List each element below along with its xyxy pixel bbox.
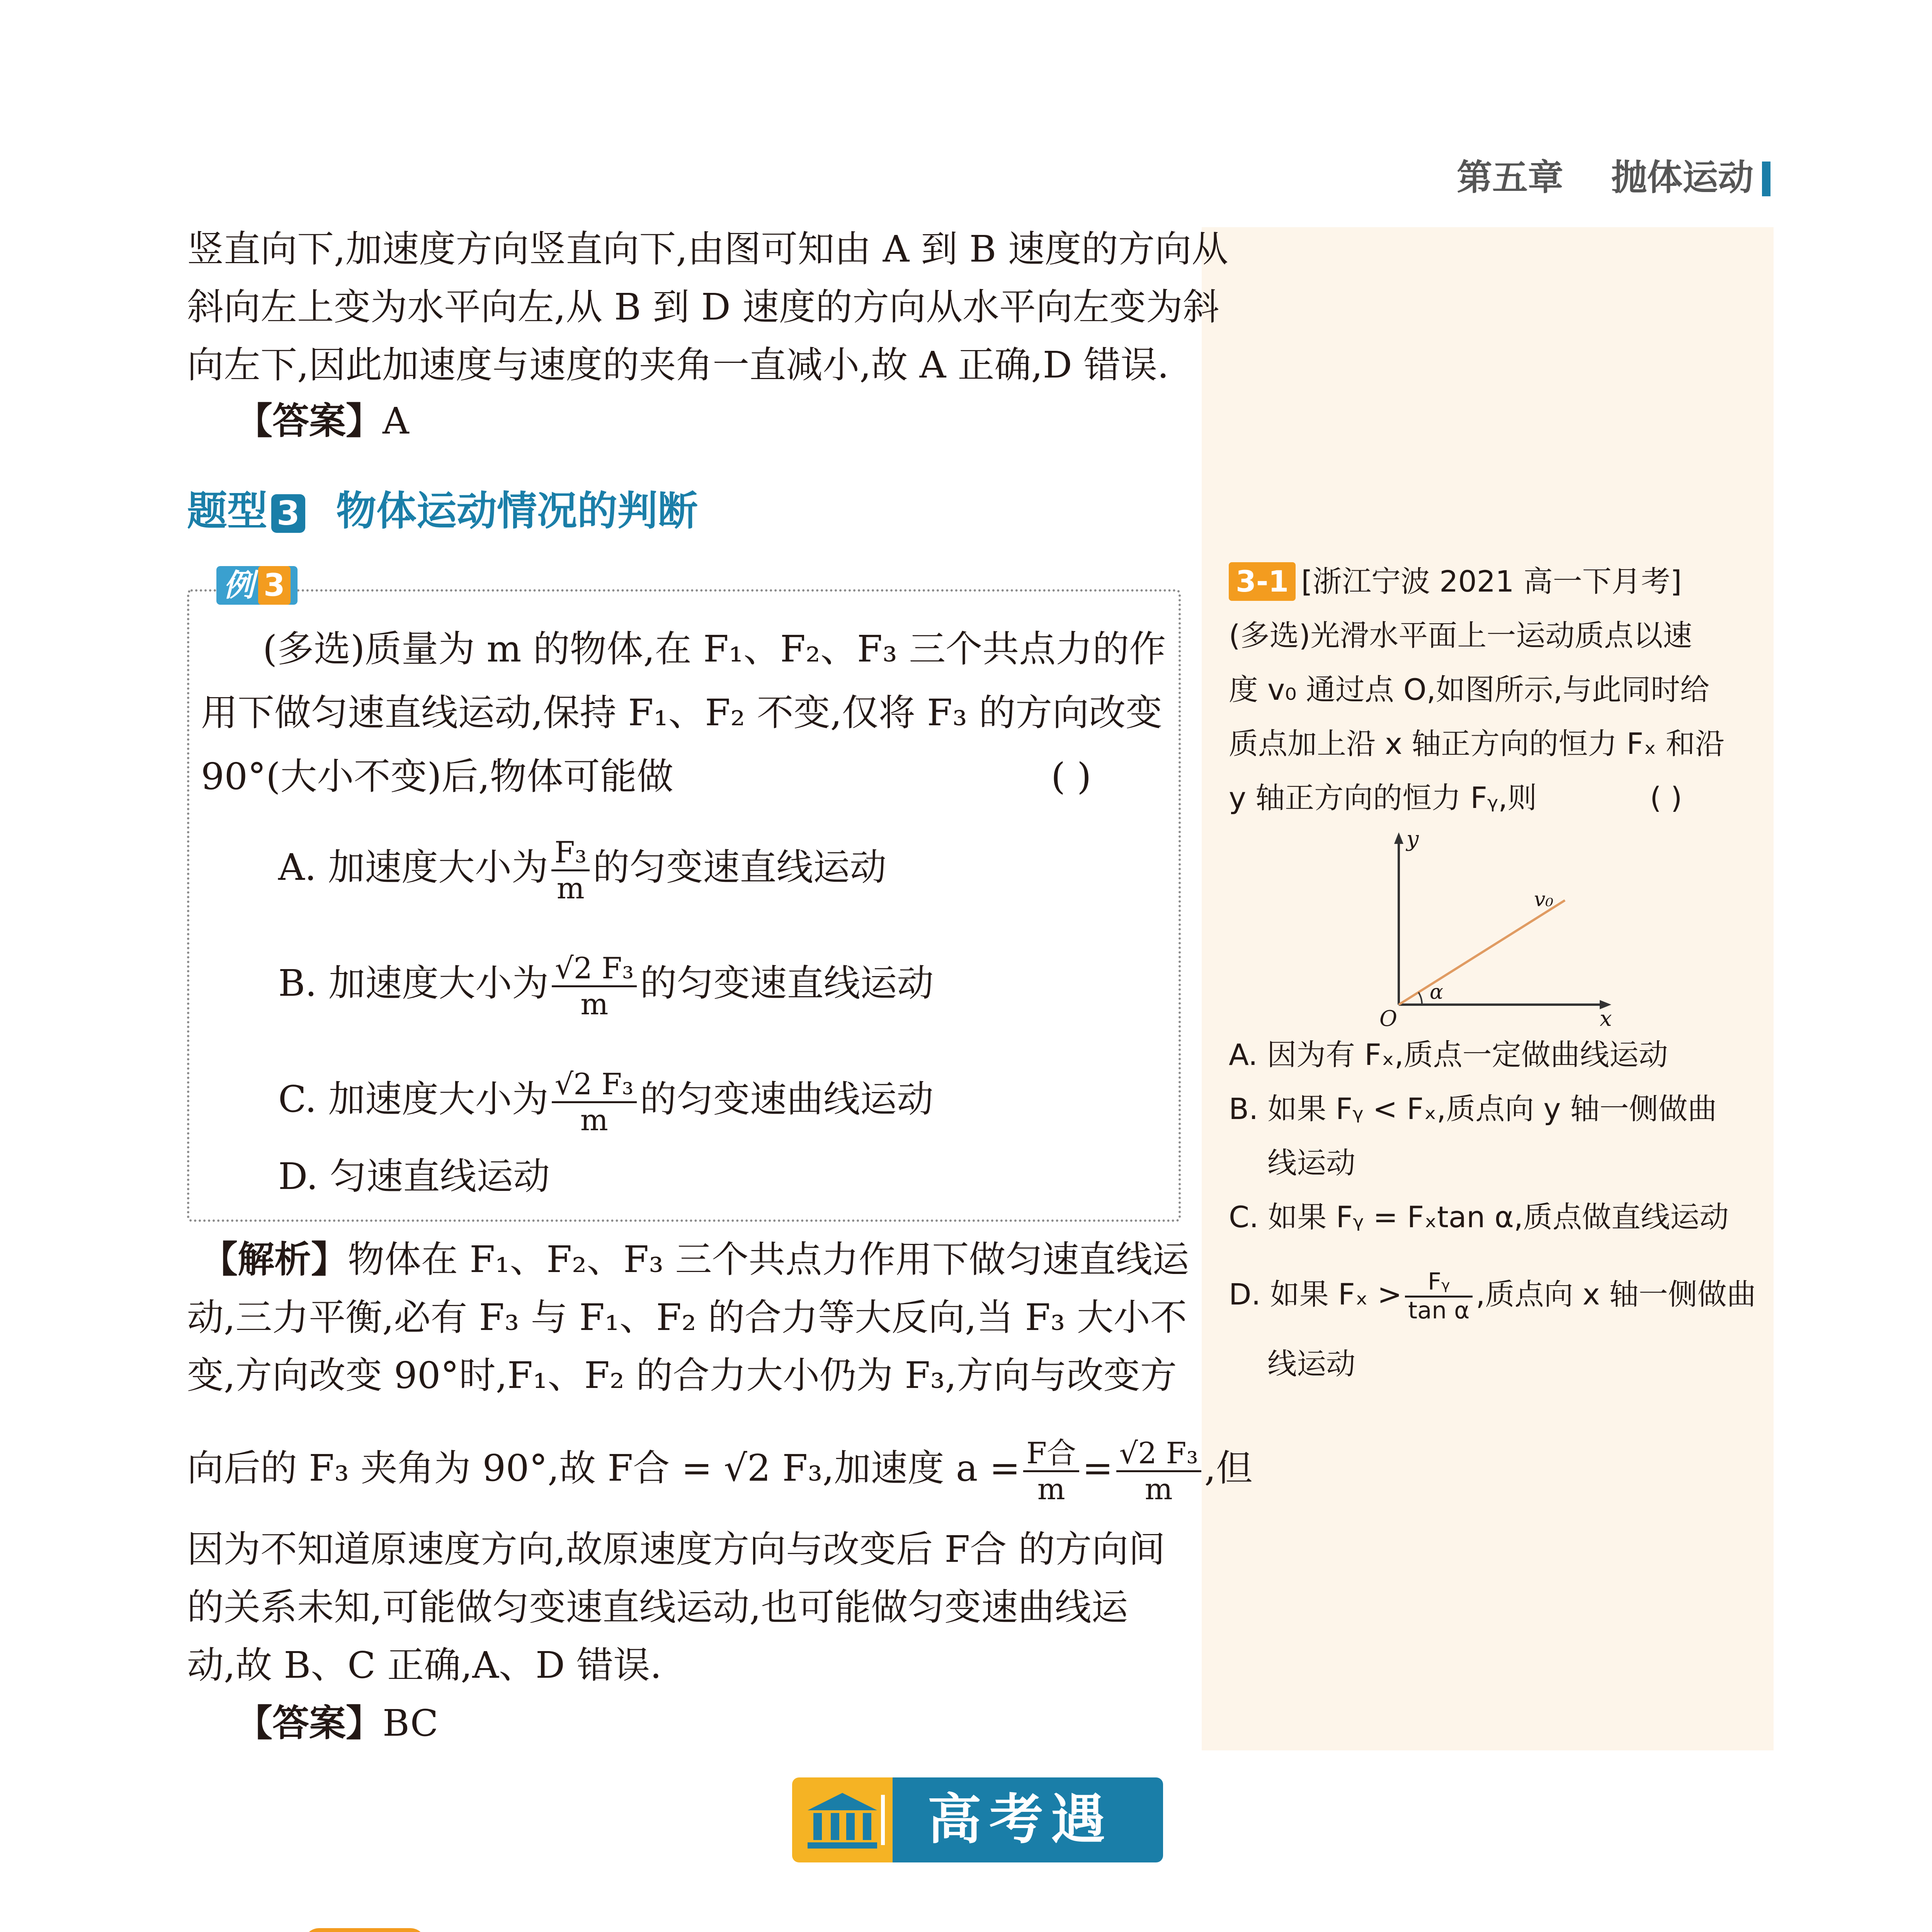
chapter-title: 抛体运动: [1611, 157, 1754, 198]
chapter-number: 第五章: [1457, 157, 1564, 198]
fraction-f3-over-m: $\frac{\text{F₃}}{m}$: [551, 835, 590, 905]
sidebar-option-d: D. 如果 Fₓ > $\frac{\text{Fᵧ}}{\text{tan α}}$ ,质点向 x 轴一侧做曲: [1229, 1268, 1756, 1324]
velocity-axes-figure: [1364, 827, 1634, 1028]
continuation-answer: [236, 398, 409, 444]
sidebar-option-a: A. 因为有 Fₓ,质点一定做曲线运动: [1229, 1037, 1668, 1072]
x-axis-label: x: [1600, 1006, 1612, 1028]
example3-option-a: A. 加速度大小为 $\frac{\text{F₃}}{m}$ 的匀变速直线运动: [278, 835, 887, 905]
type3-prefix: 题型: [187, 487, 268, 534]
example3-tag: 例 3: [216, 566, 298, 605]
example3-line-3: 90°(大小不变)后,物体可能做: [201, 755, 673, 798]
alpha-label: α: [1430, 981, 1444, 1004]
fraction-fhe-over-m: $\frac{\text{F合}}{m}$: [1023, 1436, 1079, 1506]
type3-title: 物体运动情况的判断: [336, 487, 698, 534]
sidebar-option-b-cont: 线运动: [1267, 1146, 1355, 1180]
sidebar-answer-paren: ( ): [1650, 781, 1682, 815]
y-axis: [1394, 832, 1403, 1005]
sidebar-line-2: 度 v₀ 通过点 O,如图所示,与此同时给: [1229, 672, 1710, 707]
gaokao-icon-block: [792, 1777, 893, 1862]
fraction-root2-f3-over-m: $\frac{\text{√2 F₃}}{m}$: [552, 1067, 637, 1137]
analysis-line-4: 向后的 F₃ 夹角为 90°,故 F合 = √2 F₃,加速度 a = $\frac{\text{F合}}{m}$ = $\frac{\text{√2 F₃}}{m}$ ,但: [187, 1436, 1253, 1506]
sidebar-source: 3-1 [浙江宁波 2021 高一下月考]: [1229, 562, 1682, 601]
analysis-answer: [236, 1700, 438, 1747]
v0-label: v₀: [1534, 888, 1554, 911]
sidebar-line-3: 质点加上沿 x 轴正方向的恒力 Fₓ 和沿: [1229, 726, 1725, 761]
analysis-line-1: 【解析】物体在 F₁、F₂、F₃ 三个共点力作用下做匀速直线运: [201, 1238, 1189, 1281]
sidebar-line-1: (多选)光滑水平面上一运动质点以速: [1229, 618, 1692, 653]
institution-icon: [804, 1789, 881, 1851]
chapter-header: [1457, 155, 1753, 201]
answer-label: 【答案】: [236, 1702, 383, 1745]
section-heading-type3: [187, 488, 698, 534]
example3-option-c: C. 加速度大小为 $\frac{\text{√2 F₃}}{m}$ 的匀变速曲线运动: [278, 1067, 934, 1137]
gaokao-banner: [792, 1777, 1163, 1862]
sidebar-line-4: y 轴正方向的恒力 Fᵧ,则: [1229, 781, 1537, 815]
analysis-line-6: 的关系未知,可能做匀变速直线运动,也可能做匀变速曲线运: [187, 1586, 1128, 1629]
analysis-line-3: 变,方向改变 90°时,F₁、F₂ 的合力大小仍为 F₃,方向与改变方: [187, 1354, 1177, 1397]
origin-label: O: [1379, 1006, 1397, 1028]
y-axis-label: y: [1406, 827, 1419, 852]
review-badge: [270, 1928, 426, 1932]
continuation-line-3: 向左下,因此加速度与速度的夹角一直减小,故 A 正确,D 错误.: [187, 344, 1169, 386]
type3-number: 3: [271, 494, 305, 533]
continuation-line-2: 斜向左上变为水平向左,从 B 到 D 速度的方向从水平向左变为斜: [187, 286, 1219, 328]
continuation-line-1: 竖直向下,加速度方向竖直向下,由图可知由 A 到 B 速度的方向从: [187, 228, 1228, 270]
fraction-root2-f3-over-m: $\frac{\text{√2 F₃}}{m}$: [552, 951, 637, 1021]
fraction-root2-f3-over-m: $\frac{\text{√2 F₃}}{m}$: [1116, 1436, 1201, 1506]
analysis-line-5: 因为不知道原速度方向,故原速度方向与改变后 F合 的方向间: [187, 1528, 1165, 1571]
analysis-line-2: 动,三力平衡,必有 F₃ 与 F₁、F₂ 的合力等大反向,当 F₃ 大小不: [187, 1296, 1187, 1339]
example3-answer-paren: ( ): [1051, 755, 1092, 798]
ring-binding-icon: [881, 1795, 904, 1845]
answer-value: A: [383, 400, 409, 442]
sidebar-option-c: C. 如果 Fᵧ = Fₓtan α,质点做直线运动: [1229, 1200, 1729, 1234]
velocity-v0-line: [1399, 900, 1565, 1005]
header-bar: [1762, 162, 1770, 196]
analysis-line-7: 动,故 B、C 正确,A、D 错误.: [187, 1644, 662, 1687]
example3-option-d: D. 匀速直线运动: [278, 1155, 550, 1198]
example3-line-2: 用下做匀速直线运动,保持 F₁、F₂ 不变,仅将 F₃ 的方向改变: [201, 692, 1163, 734]
example3-option-b: B. 加速度大小为 $\frac{\text{√2 F₃}}{m}$ 的匀变速直线运动: [278, 951, 934, 1021]
answer-label: 【答案】: [236, 400, 383, 442]
gaokao-title: 高考遇: [927, 1788, 1113, 1851]
analysis-label: 【解析】: [201, 1238, 348, 1281]
fraction-fy-over-tan-alpha: $\frac{\text{Fᵧ}}{\text{tan α}}$: [1405, 1269, 1473, 1325]
angle-alpha-arc: [1418, 992, 1422, 1005]
example3-line-1: (多选)质量为 m 的物体,在 F₁、F₂、F₃ 三个共点力的作: [263, 628, 1166, 670]
answer-value: BC: [383, 1702, 439, 1745]
sidebar-option-d-cont: 线运动: [1267, 1347, 1355, 1381]
sidebar-tag: 3-1: [1229, 562, 1296, 601]
sidebar-option-b: B. 如果 Fᵧ < Fₓ,质点向 y 轴一侧做曲: [1229, 1092, 1717, 1126]
